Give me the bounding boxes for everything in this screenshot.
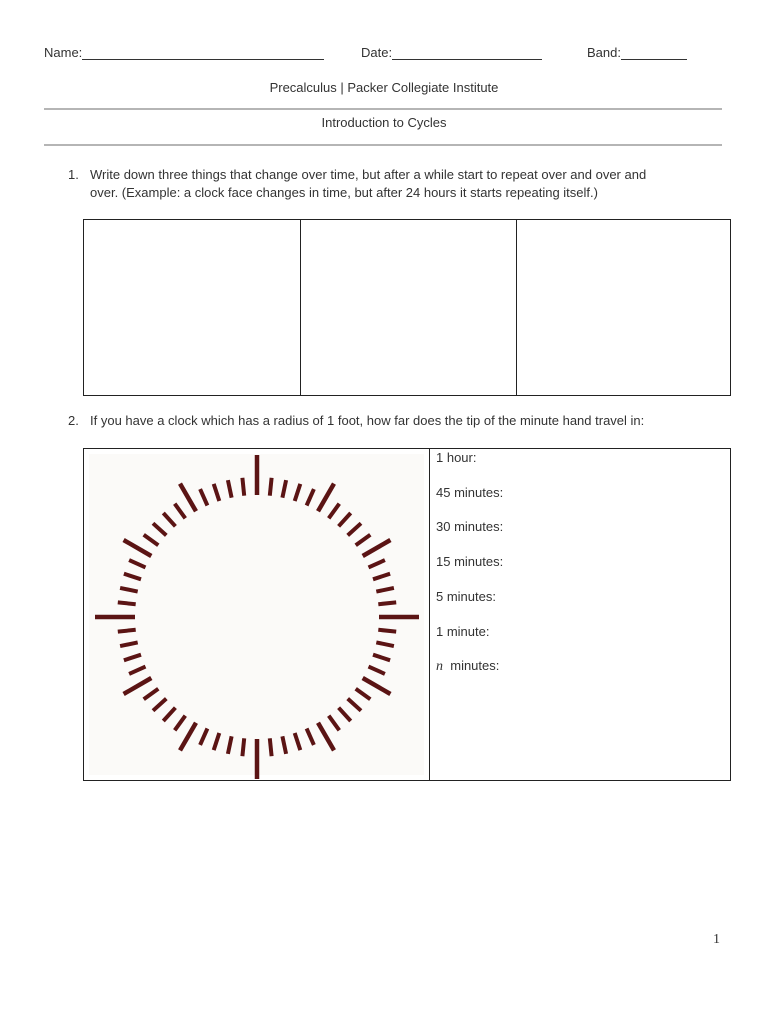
answer-cell-2[interactable] — [301, 220, 517, 396]
minute-tick — [378, 630, 396, 632]
clock-cell — [84, 449, 430, 781]
divider-bottom — [44, 144, 722, 146]
minute-tick — [118, 630, 136, 632]
answer-n-minutes — [436, 658, 499, 675]
minute-tick — [242, 738, 244, 756]
minute-tick — [118, 602, 136, 604]
date-blank[interactable] — [392, 45, 542, 60]
answer-cell-1[interactable] — [84, 220, 301, 396]
course-line: Precalculus | Packer Collegiate Institute — [269, 80, 499, 95]
clock-background — [89, 454, 424, 775]
clock-face — [84, 449, 429, 780]
answers-cell[interactable] — [430, 449, 731, 781]
page-number: 1 — [713, 932, 720, 947]
answer-30-minutes: 30 minutes: — [436, 519, 504, 534]
answer-15-minutes: 15 minutes: — [436, 554, 504, 569]
answer-1-hour: 1 hour: — [436, 450, 477, 465]
question-2 — [68, 412, 728, 432]
date-label: Date: — [361, 45, 393, 60]
question-1-line-1: Write down three things that change over time, but after a while start to repeat over and over and — [90, 167, 647, 182]
answer-45-minutes: 45 minutes: — [436, 485, 504, 500]
question-2-number: 2. — [68, 413, 79, 428]
n-minutes-label: minutes: — [450, 658, 500, 673]
answer-cell-3[interactable] — [517, 220, 731, 396]
page-title: Introduction to Cycles — [321, 115, 447, 130]
answer-grid-q1 — [83, 219, 731, 396]
band-label: Band: — [587, 45, 621, 60]
minute-tick — [270, 738, 272, 756]
question-1-line-2: over. (Example: a clock face changes in time, but after 24 hours it starts repeating itself.) — [90, 185, 598, 200]
answer-5-minutes: 5 minutes: — [436, 589, 496, 604]
answer-1-minute: 1 minute: — [436, 624, 490, 639]
question-1-number: 1. — [68, 167, 79, 182]
variable-n: n — [436, 659, 443, 674]
name-blank[interactable] — [82, 45, 324, 60]
minute-tick — [242, 478, 244, 496]
date-field[interactable] — [361, 45, 542, 60]
name-label: Name: — [44, 45, 83, 60]
question-1 — [68, 166, 728, 206]
minute-tick — [378, 602, 396, 604]
divider-top — [44, 108, 722, 110]
question-2-text: If you have a clock which has a radius of 1 foot, how far does the tip of the minute hand travel in: — [90, 413, 645, 428]
minute-tick — [270, 478, 272, 496]
band-field[interactable] — [587, 45, 687, 60]
name-field[interactable] — [44, 45, 324, 60]
band-blank[interactable] — [621, 45, 687, 60]
answer-grid-q2 — [83, 448, 731, 781]
